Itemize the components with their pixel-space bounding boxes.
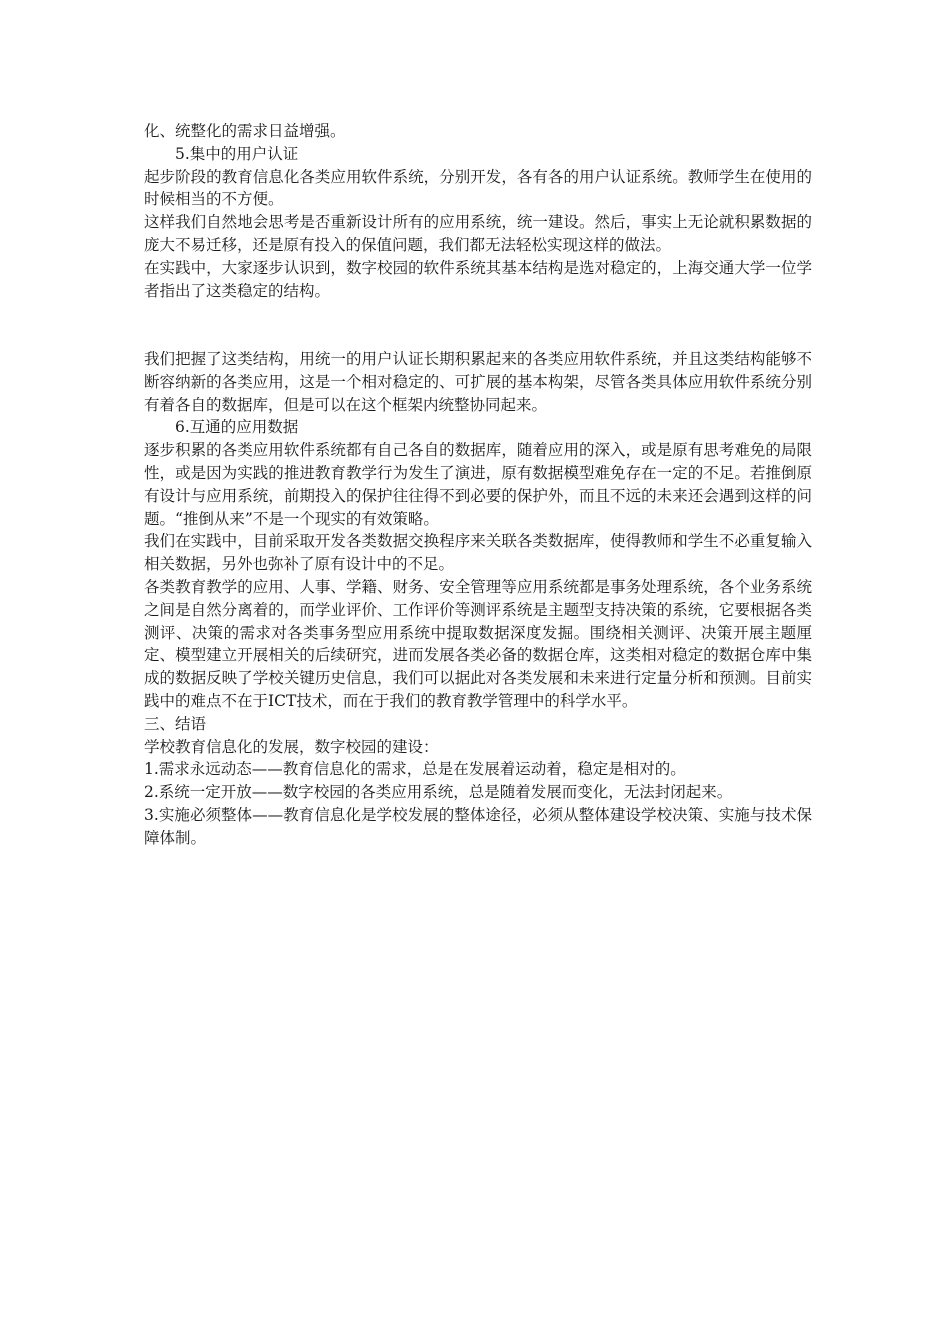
paragraph: 在实践中，大家逐步认识到，数字校园的软件系统其基本结构是选对稳定的，上海交通大学一位学者指出了这类稳定的结构。 xyxy=(144,258,812,300)
conclusion-heading: 三、结语 xyxy=(144,714,207,733)
section-heading: 5.集中的用户认证 xyxy=(175,144,299,163)
document-page xyxy=(144,120,812,850)
list-item: 1.需求永远动态——教育信息化的需求，总是在发展着运动着，稳定是相对的。 xyxy=(144,760,686,779)
paragraph: 我们在实践中，目前采取开发各类数据交换程序来关联各类数据库，使得教师和学生不必重复输入相关数据，另外也弥补了原有设计中的不足。 xyxy=(144,532,812,574)
blank-space xyxy=(144,302,812,348)
section-heading: 6.互通的应用数据 xyxy=(175,418,299,437)
paragraph: 学校教育信息化的发展，数字校园的建设： xyxy=(144,737,439,756)
list-item: 2.系统一定开放——数字校园的各类应用系统，总是随着发展而变化，无法封闭起来。 xyxy=(144,783,733,802)
paragraph: 起步阶段的教育信息化各类应用软件系统，分别开发，各有各的用户认证系统。教师学生在使用的时候相当的不方便。 xyxy=(144,167,812,209)
list-item: 3.实施必须整体——教育信息化是学校发展的整体途径，必须从整体建设学校决策、实施与技术保障体制。 xyxy=(144,805,812,847)
paragraph: 逐步积累的各类应用软件系统都有自己各自的数据库，随着应用的深入，或是原有思考难免的局限性，或是因为实践的推进教育教学行为发生了演进，原有数据模型难免存在一定的不足。若推倒原有设计与应用系统，前期投入的保护往往得不到必要的保护外，而且不远的未来还会遇到这样的问题。“推倒从来”不是一个现实的有效策略。 xyxy=(144,441,812,528)
paragraph: 我们把握了这类结构，用统一的用户认证长期积累起来的各类应用软件系统，并且这类结构能够不断容纳新的各类应用，这是一个相对稳定的、可扩展的基本构架，尽管各类具体应用软件系统分别有着各自的数据库，但是可以在这个框架内统整协同起来。 xyxy=(144,349,812,414)
paragraph: 各类教育教学的应用、人事、学籍、财务、安全管理等应用系统都是事务处理系统，各个业务系统之间是自然分离着的，而学业评价、工作评价等测评系统是主题型支持决策的系统，它要根据各类测评、决策的需求对各类事务型应用系统中提取数据深度发掘。围绕相关测评、决策开展主题厘定、模型建立开展相关的后续研究，进而发展各类必备的数据仓库，这类相对稳定的数据仓库中集成的数据反映了学校关键历史信息，我们可以据此对各类发展和未来进行定量分析和预测。目前实践中的难点不在于ICT技术，而在于我们的教育教学管理中的科学水平。 xyxy=(144,577,812,710)
paragraph: 这样我们自然地会思考是否重新设计所有的应用系统，统一建设。然后，事实上无论就积累数据的庞大不易迁移，还是原有投入的保值问题，我们都无法轻松实现这样的做法。 xyxy=(144,213,812,254)
paragraph: 化、统整化的需求日益增强。 xyxy=(144,122,346,140)
